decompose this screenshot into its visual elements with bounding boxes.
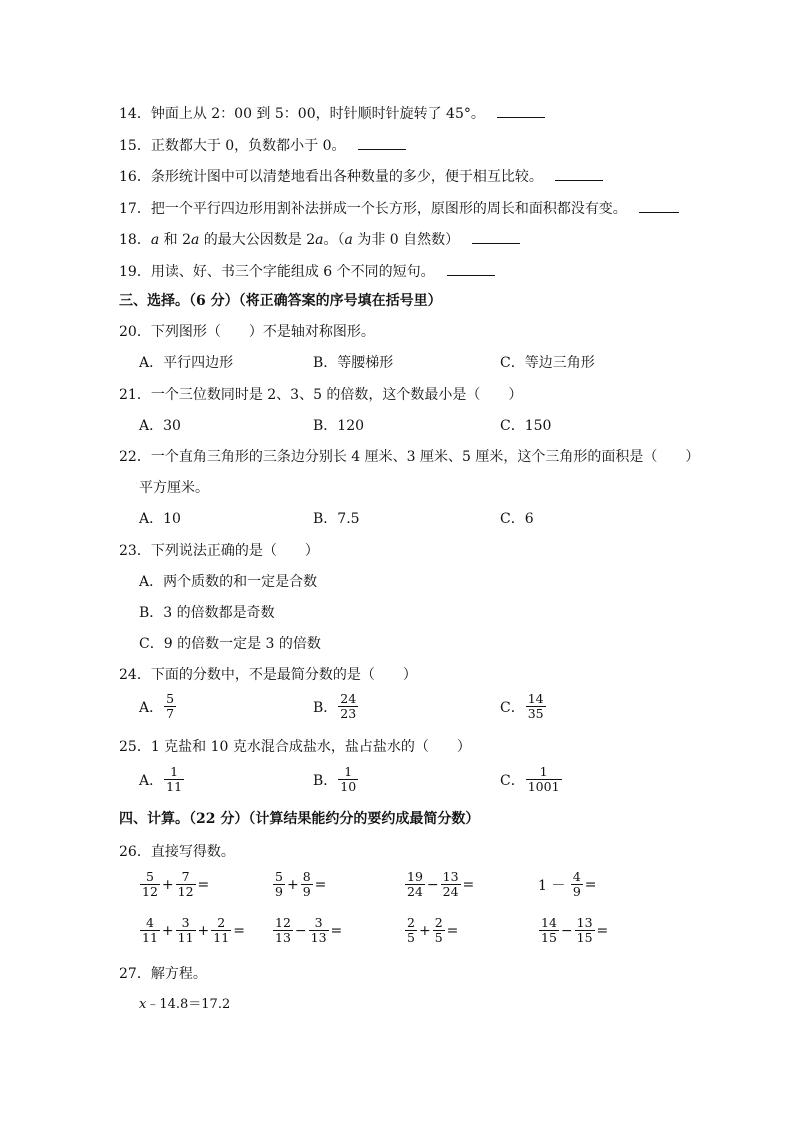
question-22-option-c[interactable]: C．6 xyxy=(500,511,534,527)
denominator: 9 xyxy=(275,884,283,899)
fraction xyxy=(405,916,417,945)
calc-expression-7 xyxy=(404,916,459,945)
question-16 xyxy=(119,166,603,186)
operator: + xyxy=(286,876,299,893)
numerator: 7 xyxy=(181,869,190,884)
question-15 xyxy=(119,135,406,155)
question-19 xyxy=(119,261,495,281)
operator: + xyxy=(161,922,174,939)
numerator: 5 xyxy=(275,869,283,884)
question-19-text: 19．用读、好、书三个字能组成 6 个不同的短句。 xyxy=(119,264,435,280)
fraction xyxy=(526,765,562,794)
denominator: 24 xyxy=(407,884,423,899)
question-23-option-a[interactable]: A．两个质数的和一定是合数 xyxy=(139,574,318,590)
denominator: 1001 xyxy=(527,779,560,794)
answer-blank-19[interactable] xyxy=(447,261,495,276)
question-18-var-a: a xyxy=(344,232,353,248)
question-17-text: 17．把一个平行四边形用割补法拼成一个长方形，原图形的周长和面积都没有变。 xyxy=(119,201,627,217)
question-20-stem: 20．下列图形（ ）不是轴对称图形。 xyxy=(119,324,375,340)
question-22-stem-continued: 平方厘米。 xyxy=(139,480,209,496)
equals-sign: = xyxy=(330,922,343,939)
question-23-stem: 23．下列说法正确的是（ ） xyxy=(119,543,319,559)
question-14-text: 14．钟面上从 2：00 到 5：00，时针顺时针旋转了 45°。 xyxy=(119,106,485,122)
answer-blank-18[interactable] xyxy=(472,229,520,244)
numerator: 12 xyxy=(275,915,291,930)
question-18 xyxy=(119,229,520,249)
numerator: 5 xyxy=(145,869,154,884)
question-27-stem: 27．解方程。 xyxy=(119,966,207,982)
fraction xyxy=(211,916,231,945)
fraction xyxy=(571,870,583,899)
equals-sign: = xyxy=(462,876,475,893)
calc-expression-1 xyxy=(139,870,210,899)
question-24-stem: 24．下面的分数中，不是最简分数的是（ ） xyxy=(119,667,417,683)
question-22-stem: 22．一个直角三角形的三条边分别长 4 厘米、3 厘米、5 厘米，这个三角形的面积是（ ） xyxy=(119,449,700,465)
numerator: 4 xyxy=(572,869,581,884)
question-18-text-e: 为非 0 自然数） xyxy=(352,232,460,248)
question-25-option-c[interactable] xyxy=(500,765,563,794)
denominator: 11 xyxy=(213,930,230,945)
denominator: 11 xyxy=(142,930,158,945)
denominator: 12 xyxy=(142,884,158,899)
denominator: 9 xyxy=(572,884,581,899)
fraction xyxy=(309,916,329,945)
option-label: B． xyxy=(313,772,338,789)
question-22-option-a[interactable]: A．10 xyxy=(139,511,181,527)
numerator: 13 xyxy=(442,869,459,884)
question-20-option-a[interactable]: A．平行四边形 xyxy=(139,355,234,371)
numerator: 14 xyxy=(541,915,557,930)
operator: + xyxy=(161,876,174,893)
option-label: C． xyxy=(500,699,525,716)
fraction xyxy=(140,870,160,899)
question-21-option-a[interactable]: A．30 xyxy=(139,418,181,434)
question-18-text-b: 和 2 xyxy=(159,232,191,248)
question-26-stem: 26．直接写得数。 xyxy=(119,844,235,860)
question-18-var-a: a xyxy=(150,232,160,248)
question-23-option-b[interactable]: B．3 的倍数都是奇数 xyxy=(139,605,275,621)
calc-expression-8 xyxy=(538,916,609,945)
numerator: 3 xyxy=(181,915,190,930)
calc-expression-2 xyxy=(272,870,327,899)
numerator: 3 xyxy=(314,915,323,930)
operator: − xyxy=(426,876,439,893)
numerator: 2 xyxy=(217,915,226,930)
fraction xyxy=(164,692,176,721)
question-20-option-b[interactable]: B．等腰梯形 xyxy=(313,355,394,371)
question-24-option-a[interactable] xyxy=(139,692,177,721)
question-21-option-b[interactable]: B．120 xyxy=(313,418,365,434)
fraction xyxy=(273,916,293,945)
question-14 xyxy=(119,103,545,123)
question-21-option-c[interactable]: C．150 xyxy=(500,418,552,434)
numerator: 2 xyxy=(407,915,415,930)
numerator: 19 xyxy=(407,869,423,884)
numerator: 5 xyxy=(166,691,175,706)
question-18-text-c: 的最大公因数是 2 xyxy=(199,232,316,248)
question-16-text: 16．条形统计图中可以清楚地看出各种数量的多少，便于相互比较。 xyxy=(119,169,543,185)
denominator: 7 xyxy=(166,706,175,721)
denominator: 10 xyxy=(340,779,357,794)
calc-expression-5 xyxy=(139,916,246,945)
question-17 xyxy=(119,198,679,218)
operator: − xyxy=(560,922,573,939)
option-label: B． xyxy=(313,699,338,716)
equation-body: ﹣14.8＝17.2 xyxy=(146,997,231,1012)
numerator: 8 xyxy=(302,869,311,884)
denominator: 23 xyxy=(340,706,357,721)
answer-blank-16[interactable] xyxy=(555,166,603,181)
fraction xyxy=(273,870,285,899)
equals-sign: = xyxy=(314,876,327,893)
fraction xyxy=(176,916,196,945)
numerator: 1 xyxy=(344,764,353,779)
question-24-option-c[interactable] xyxy=(500,692,547,721)
equals-sign: = xyxy=(584,876,597,893)
denominator: 12 xyxy=(177,884,194,899)
calc-expression-6 xyxy=(272,916,343,945)
operator: + xyxy=(197,922,210,939)
question-25-option-b[interactable] xyxy=(313,765,359,794)
denominator: 15 xyxy=(541,930,557,945)
fraction xyxy=(301,870,313,899)
answer-blank-17[interactable] xyxy=(639,198,679,213)
operator: − xyxy=(294,922,307,939)
numerator: 24 xyxy=(340,691,357,706)
fraction xyxy=(526,692,546,721)
fraction xyxy=(539,916,559,945)
calc-expression-3 xyxy=(404,870,475,899)
question-24-option-b[interactable] xyxy=(313,692,359,721)
question-18-var-a: a xyxy=(191,232,200,248)
section-3-title: 三、选择。（6 分）（将正确答案的序号填在括号里） xyxy=(119,293,442,309)
fraction xyxy=(140,916,160,945)
fraction xyxy=(338,765,358,794)
answer-blank-15[interactable] xyxy=(358,135,406,150)
fraction xyxy=(338,692,358,721)
numerator: 1 xyxy=(539,764,548,779)
section-4-title: 四、计算。（22 分）（计算结果能约分的要约成最简分数） xyxy=(119,811,480,827)
denominator: 9 xyxy=(302,884,311,899)
equation-variable: x xyxy=(139,997,147,1012)
denominator: 5 xyxy=(434,930,443,945)
operator: + xyxy=(418,922,431,939)
denominator: 13 xyxy=(275,930,291,945)
fraction xyxy=(176,870,196,899)
numerator: 2 xyxy=(434,915,443,930)
question-20-option-c[interactable]: C．等边三角形 xyxy=(500,355,595,371)
option-label: A． xyxy=(139,772,164,789)
question-25-stem: 25．1 克盐和 10 克水混合成盐水，盐占盐水的（ ） xyxy=(119,739,471,755)
leading-term: 1 － xyxy=(538,877,570,894)
numerator: 13 xyxy=(576,915,593,930)
calc-expression-4 xyxy=(538,870,598,899)
equals-sign: = xyxy=(446,922,459,939)
numerator: 4 xyxy=(145,915,154,930)
question-25-option-a[interactable] xyxy=(139,765,185,794)
denominator: 35 xyxy=(527,706,544,721)
question-22-option-b[interactable]: B．7.5 xyxy=(313,511,360,527)
numerator: 14 xyxy=(527,691,544,706)
denominator: 24 xyxy=(442,884,459,899)
equals-sign: = xyxy=(596,922,609,939)
numerator: 1 xyxy=(170,764,179,779)
fraction xyxy=(164,765,184,794)
denominator: 11 xyxy=(166,779,183,794)
option-label: A． xyxy=(139,699,164,716)
equation xyxy=(139,996,230,1014)
equals-sign: = xyxy=(233,922,245,939)
fraction xyxy=(433,916,445,945)
denominator: 13 xyxy=(310,930,327,945)
fraction xyxy=(441,870,461,899)
question-18-text-d: 。（ xyxy=(323,232,345,248)
question-18-var-a: a xyxy=(315,232,324,248)
equals-sign: = xyxy=(197,876,210,893)
denominator: 5 xyxy=(407,930,415,945)
fraction xyxy=(405,870,425,899)
fraction xyxy=(575,916,595,945)
question-23-option-c[interactable]: C．9 的倍数一定是 3 的倍数 xyxy=(139,636,321,652)
denominator: 15 xyxy=(576,930,593,945)
question-18-text-a: 18． xyxy=(119,232,151,248)
option-label: C． xyxy=(500,772,525,789)
question-21-stem: 21．一个三位数同时是 2、3、5 的倍数，这个数最小是（ ） xyxy=(119,387,523,403)
denominator: 11 xyxy=(177,930,194,945)
question-15-text: 15．正数都大于 0，负数都小于 0。 xyxy=(119,138,346,154)
answer-blank-14[interactable] xyxy=(497,103,545,118)
